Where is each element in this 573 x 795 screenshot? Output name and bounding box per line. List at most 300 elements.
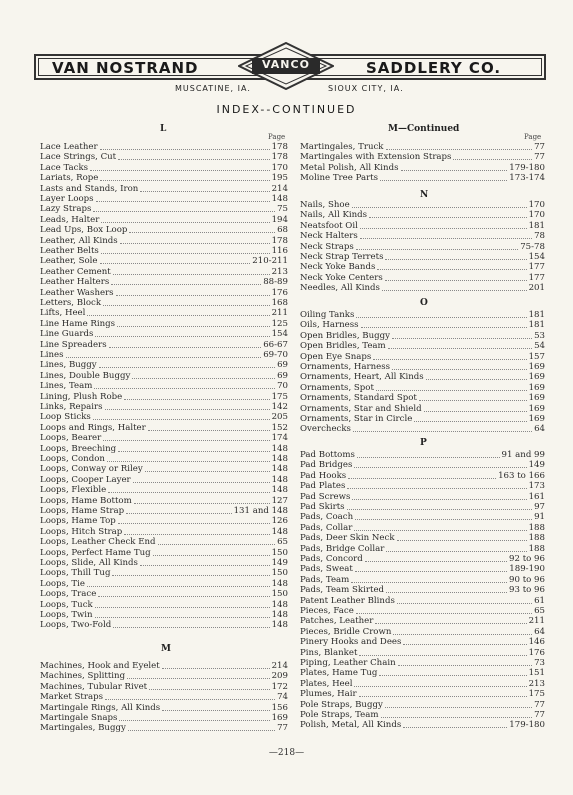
section-heading-m-continued: M—Continued <box>388 124 460 134</box>
entry-page: 148 <box>271 454 288 464</box>
index-entry <box>300 585 545 595</box>
entry-text: Open Bridles, Buggy <box>300 330 390 341</box>
index-entry <box>40 277 288 287</box>
index-entry <box>300 492 545 502</box>
dot-leader <box>149 682 269 690</box>
entry-text: Neck Straps <box>300 241 354 252</box>
entry-page: 127 <box>271 495 288 506</box>
entry-text: Patent Leather Blinds <box>300 595 395 606</box>
index-entry <box>40 319 288 329</box>
entry-page: 157 <box>528 351 545 362</box>
dot-leader <box>453 152 532 160</box>
entry-page: 189-190 <box>509 564 545 575</box>
entry-page: 213 <box>271 266 288 277</box>
index-entry <box>300 393 545 403</box>
entry-text: Leather Washers <box>40 287 114 298</box>
entry-text: Lazy Straps <box>40 204 92 215</box>
entry-page: 77 <box>534 142 545 152</box>
entry-page: 73 <box>534 658 545 668</box>
entry-text: Lining, Plush Robe <box>40 391 123 402</box>
index-entry <box>300 262 545 272</box>
dot-leader <box>398 658 532 666</box>
index-entry <box>300 710 545 720</box>
index-entry <box>40 256 288 266</box>
index-entry <box>300 424 545 434</box>
entry-text: Pad Screws <box>300 491 351 502</box>
dot-leader <box>361 320 527 328</box>
entry-page: 170 <box>271 162 288 173</box>
entry-page: 188 <box>528 522 545 533</box>
entry-page: 77 <box>534 152 545 163</box>
entry-text: Letters, Block <box>40 298 102 308</box>
entry-page: 61 <box>534 595 545 606</box>
entry-text: Loops, Bearer <box>40 433 102 444</box>
entry-page: 97 <box>534 502 545 512</box>
city-muscatine: MUSCATINE, IA. <box>175 84 251 93</box>
dot-leader <box>132 371 275 379</box>
index-entry <box>40 215 288 225</box>
entry-text: Machines, Splitting <box>40 671 126 682</box>
dot-leader <box>354 679 526 687</box>
dot-leader <box>111 277 261 285</box>
index-entry <box>40 671 288 681</box>
page-column-header: Page <box>268 133 286 141</box>
entry-page: 169 <box>528 382 545 393</box>
entry-text: Loops, Conway or Riley <box>40 464 143 475</box>
index-entry <box>40 184 288 194</box>
entry-page: 156 <box>271 702 288 713</box>
entry-text: Line Guards <box>40 329 94 340</box>
section-heading-p: P <box>420 438 427 448</box>
entry-page: 126 <box>271 516 288 527</box>
index-entry <box>300 627 545 637</box>
entry-text: Pads, Team <box>300 574 350 585</box>
dot-leader <box>162 661 270 669</box>
dot-leader <box>347 502 532 510</box>
dot-leader <box>100 142 270 150</box>
index-entry <box>40 444 288 454</box>
entry-page: 148 <box>271 620 288 631</box>
entry-page: 170 <box>528 200 545 210</box>
index-entry <box>40 464 288 474</box>
entry-page: 154 <box>528 252 545 262</box>
entry-text: Loops, Perfect Hame Tug <box>40 547 151 558</box>
entry-text: Piping, Leather Chain <box>300 658 396 668</box>
dot-leader <box>354 460 526 468</box>
index-entry <box>300 252 545 262</box>
dot-leader <box>386 544 526 552</box>
dot-leader <box>118 516 270 524</box>
index-entry <box>40 423 288 433</box>
entry-page: 148 <box>271 194 288 204</box>
dot-leader <box>133 475 270 483</box>
dot-leader <box>117 319 270 327</box>
dot-leader <box>162 703 269 711</box>
entry-page: 172 <box>271 681 288 692</box>
index-entry <box>300 142 545 152</box>
entry-page: 214 <box>271 661 288 671</box>
dot-leader <box>356 242 518 250</box>
entry-text: Lace Tacks <box>40 162 89 173</box>
entry-text: Loop Sticks <box>40 412 91 423</box>
entry-text: Pad Bridges <box>300 460 353 471</box>
page-number: —218— <box>268 748 305 758</box>
index-entry <box>300 310 545 320</box>
dot-leader <box>353 424 532 432</box>
entry-text: Pads, Concord <box>300 554 363 564</box>
entry-text: Loops, Flexible <box>40 485 107 496</box>
entry-text: Loops, Hame Top <box>40 516 116 527</box>
entry-page: 53 <box>534 330 545 341</box>
dot-leader <box>392 331 532 339</box>
entry-text: Ornaments, Star in Circle <box>300 414 413 424</box>
entry-page: 169 <box>528 393 545 404</box>
entry-page: 176 <box>271 287 288 298</box>
dot-leader <box>356 310 526 318</box>
index-entry <box>40 579 288 589</box>
entry-text: Moline Tree Parts <box>300 173 379 184</box>
index-entry <box>40 194 288 204</box>
dot-leader <box>118 444 269 452</box>
dot-leader <box>401 163 508 171</box>
dot-leader <box>99 360 275 368</box>
index-entry <box>40 204 288 214</box>
entry-page: 149 <box>528 460 545 471</box>
entry-page: 91 <box>534 512 545 523</box>
entry-text: Links, Repairs <box>40 402 103 412</box>
dot-leader <box>158 537 276 545</box>
dot-leader <box>66 350 262 358</box>
entry-page: 125 <box>271 318 288 329</box>
index-entry <box>300 606 545 616</box>
index-entry <box>40 496 288 506</box>
entry-page: 91 and 99 <box>501 450 545 460</box>
entry-text: Neatsfoot Oil <box>300 220 358 231</box>
entry-text: Loops, Tie <box>40 578 85 589</box>
entry-text: Neck Yoke Centers <box>300 272 383 283</box>
dot-leader <box>112 568 269 576</box>
index-entry <box>40 173 288 183</box>
index-entry <box>300 210 545 220</box>
entry-text: Leather Belts <box>40 246 99 256</box>
dot-leader <box>127 671 270 679</box>
dot-leader <box>140 184 269 192</box>
index-entry <box>300 523 545 533</box>
entry-page: 169 <box>528 362 545 372</box>
entry-text: Martingales with Extension Straps <box>300 152 452 163</box>
dot-leader <box>101 215 269 223</box>
entry-page: 75 <box>277 204 288 215</box>
entry-page: 163 to 166 <box>498 470 545 481</box>
dot-leader <box>360 221 527 229</box>
dot-leader <box>365 554 507 562</box>
entry-page: 148 <box>271 599 288 610</box>
entry-page: 65 <box>534 606 545 616</box>
index-entry <box>300 512 545 522</box>
dot-leader <box>360 231 532 239</box>
entry-page: 149 <box>271 558 288 568</box>
dot-leader <box>101 246 270 254</box>
dot-leader <box>385 273 527 281</box>
dot-leader <box>118 152 269 160</box>
entry-page: 178 <box>271 142 288 152</box>
entry-page: 90 to 96 <box>509 574 545 585</box>
index-entry <box>40 246 288 256</box>
index-entry <box>300 575 545 585</box>
index-entry <box>40 516 288 526</box>
entry-page: 142 <box>271 402 288 412</box>
dot-leader <box>377 262 526 270</box>
entry-page: 176 <box>528 647 545 658</box>
entry-text: Machines, Tubular Rivet <box>40 681 148 692</box>
entry-page: 194 <box>271 214 288 225</box>
entry-page: 116 <box>271 246 288 256</box>
index-entry <box>40 506 288 516</box>
dot-leader <box>124 392 269 400</box>
dot-leader <box>356 606 532 614</box>
entry-text: Pads, Coach <box>300 512 354 523</box>
city-sioux-city: SIOUX CITY, IA. <box>328 84 404 93</box>
dot-leader <box>380 173 507 181</box>
entry-page: 54 <box>534 341 545 352</box>
entry-text: Line Hame Rings <box>40 318 116 329</box>
index-entry <box>300 414 545 424</box>
entry-page: 150 <box>271 589 288 600</box>
entry-text: Loops, Condon <box>40 454 105 464</box>
entry-page: 169 <box>528 403 545 414</box>
entry-text: Loops, Breeching <box>40 443 117 454</box>
dot-leader <box>388 341 532 349</box>
dot-leader <box>354 523 526 531</box>
entry-text: Oils, Harness <box>300 320 359 331</box>
dot-leader <box>126 506 231 514</box>
entry-text: Lines, Double Buggy <box>40 370 131 381</box>
entry-text: Open Bridles, Team <box>300 341 386 352</box>
entry-text: Plates, Hame Tug <box>300 668 378 679</box>
dot-leader <box>94 381 275 389</box>
index-entry <box>40 392 288 402</box>
dot-leader <box>385 700 532 708</box>
entry-text: Overchecks <box>300 424 351 435</box>
dot-leader <box>128 723 275 731</box>
dot-leader <box>386 142 533 150</box>
entry-page: 213 <box>528 678 545 689</box>
entry-page: 169 <box>271 713 288 723</box>
dot-leader <box>105 692 275 700</box>
entry-text: Ornaments, Star and Shield <box>300 403 422 414</box>
dot-leader <box>129 225 275 233</box>
entry-page: 173 <box>528 481 545 492</box>
entry-text: Pad Plates <box>300 481 346 492</box>
entry-text: Loops, Two-Fold <box>40 620 112 631</box>
entry-text: Leather Halters <box>40 277 110 288</box>
entry-page: 173-174 <box>509 173 545 184</box>
entry-page: 74 <box>277 692 288 703</box>
dot-leader <box>100 256 251 264</box>
index-entry <box>40 620 288 630</box>
entry-text: Martingale Rings, All Kinds <box>40 702 161 713</box>
dot-leader <box>96 194 270 202</box>
index-entry <box>40 412 288 422</box>
dot-leader <box>397 596 532 604</box>
index-entry <box>300 231 545 241</box>
entry-text: Lead Ups, Box Loop <box>40 225 128 236</box>
dot-leader <box>116 288 270 296</box>
entry-page: 188 <box>528 543 545 554</box>
dot-leader <box>351 575 507 583</box>
section-heading-m: M <box>161 644 171 654</box>
dot-leader <box>403 720 507 728</box>
dot-leader <box>373 352 526 360</box>
dot-leader <box>148 423 270 431</box>
dot-leader <box>87 579 270 587</box>
entry-text: Pins, Blanket <box>300 647 358 658</box>
index-entry <box>300 533 545 543</box>
entry-page: 178 <box>271 235 288 246</box>
index-entry <box>300 320 545 330</box>
entry-page: 148 <box>271 443 288 454</box>
entry-text: Leather, All Kinds <box>40 235 118 246</box>
index-entry <box>40 350 288 360</box>
dot-leader <box>113 267 270 275</box>
entry-page: 211 <box>528 616 545 627</box>
index-entry <box>300 152 545 162</box>
entry-text: Plumes, Hair <box>300 689 357 700</box>
dot-leader <box>93 204 275 212</box>
entry-text: Pad Skirts <box>300 502 345 512</box>
index-entry <box>300 163 545 173</box>
index-entry <box>40 329 288 339</box>
entry-page: 65 <box>277 537 288 548</box>
entry-text: Martingales, Truck <box>300 142 384 152</box>
dot-leader <box>352 492 526 500</box>
entry-page: 69 <box>277 360 288 371</box>
dot-leader <box>120 236 270 244</box>
entry-text: Market Straps <box>40 692 103 703</box>
dot-leader <box>93 412 270 420</box>
dot-leader <box>386 585 507 593</box>
dot-leader <box>113 620 269 628</box>
entry-page: 195 <box>271 173 288 184</box>
entry-text: Leads, Halter <box>40 214 100 225</box>
entry-page: 150 <box>271 568 288 579</box>
entry-text: Loops, Leather Check End <box>40 537 156 548</box>
entry-page: 169 <box>528 414 545 424</box>
index-entry <box>300 658 545 668</box>
entry-page: 93 to 96 <box>509 585 545 596</box>
entry-text: Patches, Leather <box>300 616 374 627</box>
section-heading-l: L <box>160 124 167 134</box>
dot-leader <box>90 163 270 171</box>
dot-leader <box>382 283 527 291</box>
entry-text: Polish, Metal, All Kinds <box>300 720 402 731</box>
dot-leader <box>355 512 532 520</box>
dot-leader <box>134 496 270 504</box>
entry-page: 169 <box>528 372 545 383</box>
entry-text: Pad Bottoms <box>300 450 355 460</box>
entry-text: Ornaments, Heart, All Kinds <box>300 372 424 383</box>
dot-leader <box>103 298 270 306</box>
index-entry <box>300 242 545 252</box>
index-entry <box>40 682 288 692</box>
index-entry <box>300 544 545 554</box>
dot-leader <box>87 308 269 316</box>
index-entry <box>40 225 288 235</box>
index-entry <box>300 283 545 293</box>
index-entry <box>300 554 545 564</box>
dot-leader <box>414 414 526 422</box>
entry-page: 179-180 <box>509 162 545 173</box>
entry-text: Plates, Heel <box>300 678 353 689</box>
entry-text: Pads, Deer Skin Neck <box>300 533 395 544</box>
index-entry <box>40 454 288 464</box>
index-entry <box>300 273 545 283</box>
index-title: INDEX--CONTINUED <box>216 103 357 116</box>
dot-leader <box>95 610 270 618</box>
entry-text: Nails, All Kinds <box>300 210 368 221</box>
entry-page: 77 <box>277 723 288 734</box>
index-entry <box>40 610 288 620</box>
entry-text: Leather, Sole <box>40 256 98 267</box>
index-entry <box>40 548 288 558</box>
entry-page: 154 <box>271 329 288 340</box>
entry-page: 88-89 <box>263 277 288 288</box>
index-entry <box>40 527 288 537</box>
dot-leader <box>109 340 262 348</box>
index-entry <box>300 720 545 730</box>
entry-page: 205 <box>271 412 288 423</box>
dot-leader <box>419 393 527 401</box>
entry-text: Loops, Tuck <box>40 599 93 610</box>
dot-leader <box>124 527 269 535</box>
entry-page: 161 <box>528 491 545 502</box>
entry-page: 69-70 <box>263 350 288 360</box>
dot-leader <box>376 383 527 391</box>
page-column-header-right: Page <box>524 133 542 141</box>
entry-text: Loops, Hame Strap <box>40 506 125 516</box>
index-entry <box>300 679 545 689</box>
index-entry <box>300 341 545 351</box>
index-entry <box>300 460 545 470</box>
index-entry <box>40 703 288 713</box>
index-entry <box>40 692 288 702</box>
dot-leader <box>359 689 527 697</box>
entry-page: 168 <box>271 298 288 308</box>
entry-text: Machines, Hook and Eyelet <box>40 661 160 671</box>
entry-page: 148 <box>271 464 288 475</box>
dot-leader <box>145 464 270 472</box>
index-entry <box>300 648 545 658</box>
entry-page: 64 <box>534 424 545 435</box>
entry-text: Loops, Cooper Layer <box>40 474 131 485</box>
index-entry <box>300 331 545 341</box>
dot-leader <box>369 210 527 218</box>
index-entry <box>300 637 545 647</box>
entry-page: 148 <box>271 485 288 496</box>
entry-text: Oiling Tanks <box>300 310 355 320</box>
entry-text: Lace Strings, Cut <box>40 152 117 163</box>
index-entry <box>40 308 288 318</box>
index-entry <box>40 288 288 298</box>
entry-text: Lines <box>40 350 64 360</box>
entry-page: 75-78 <box>520 241 545 252</box>
entry-text: Neck Strap Terrets <box>300 252 384 262</box>
entry-page: 152 <box>271 422 288 433</box>
section-heading-n: N <box>420 190 429 200</box>
entry-text: Lifts, Heel <box>40 308 86 319</box>
index-entry <box>300 668 545 678</box>
entry-page: 175 <box>271 391 288 402</box>
